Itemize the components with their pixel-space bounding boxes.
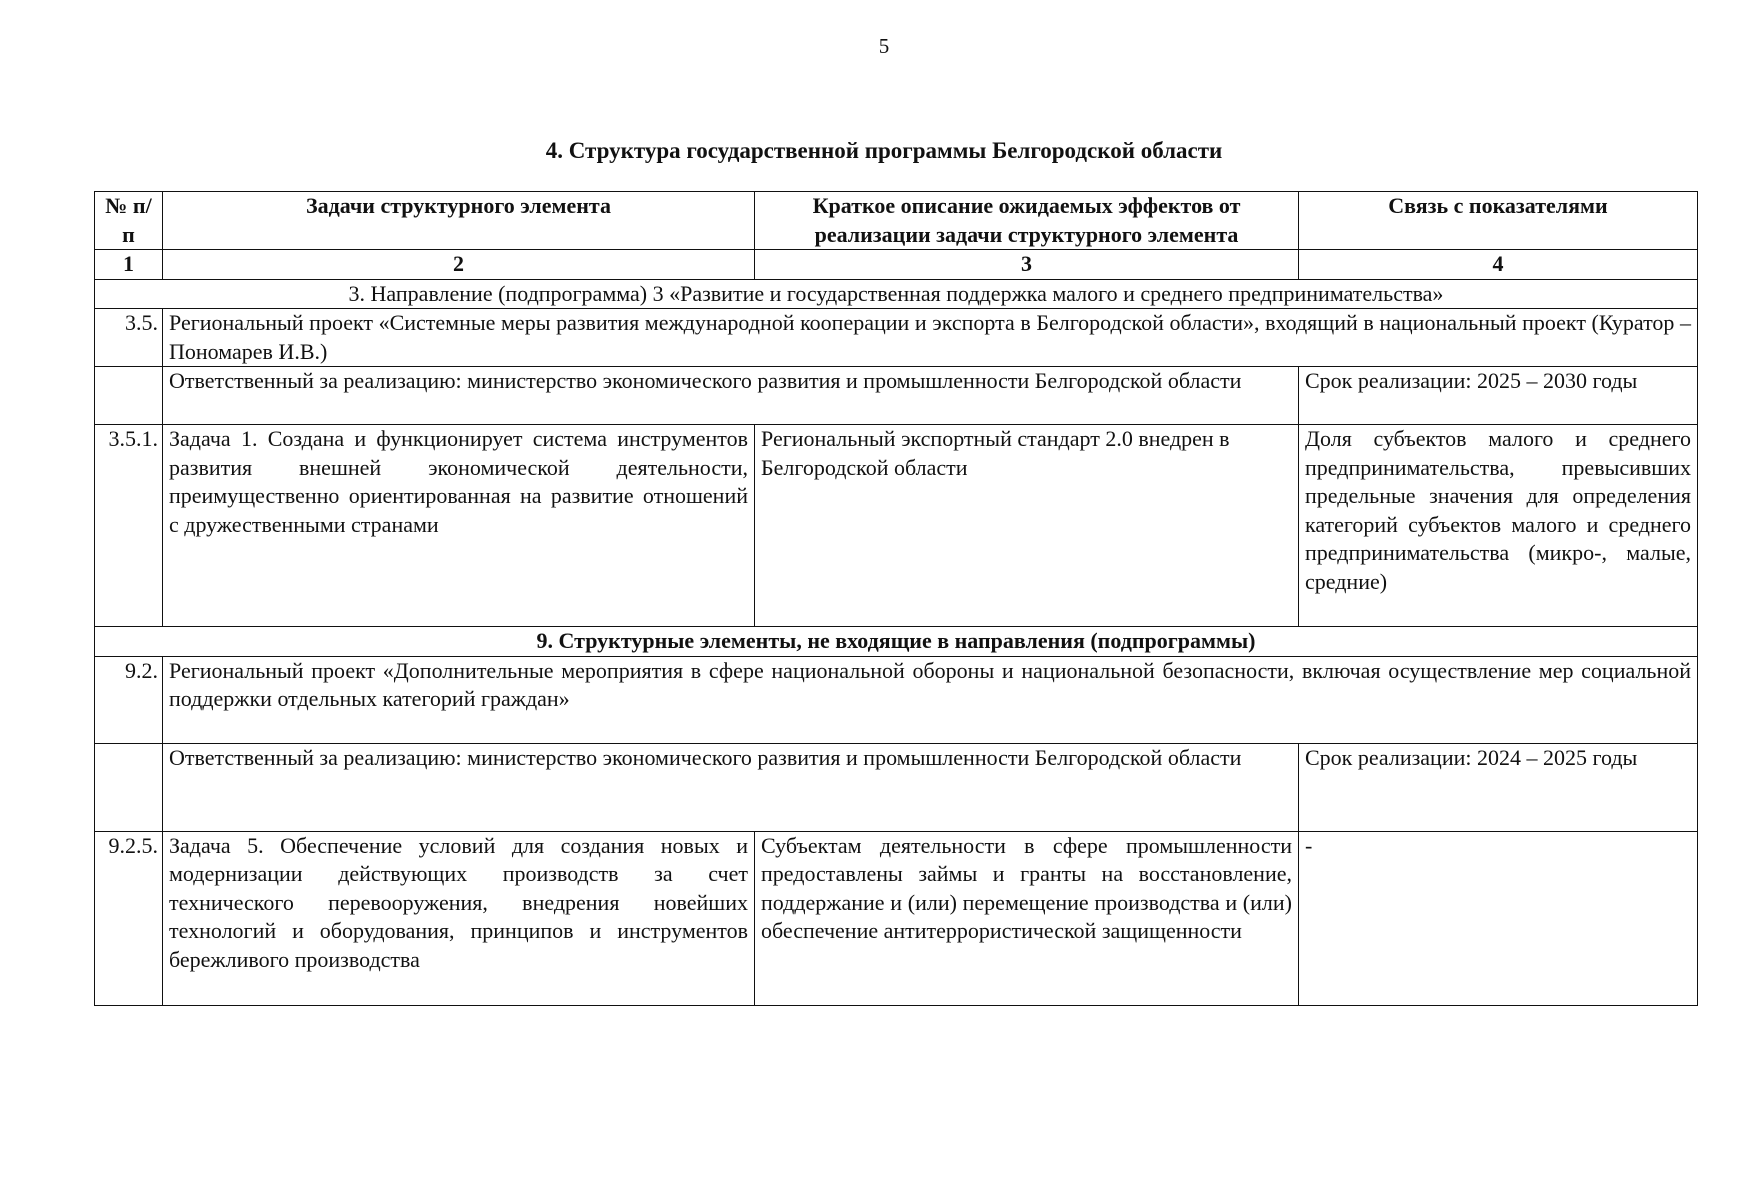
table-header-row: [95, 192, 1698, 250]
term-text: Срок реализации: 2025 – 2030 годы: [1299, 367, 1698, 425]
effect-text: Субъектам деятельности в сфере промышленности предоставлены займы и гранты на восстановление, поддержание и (или) перемещение производства и (или) обеспечение антитеррористической защищенности: [755, 831, 1299, 1005]
header-number: № п/п: [95, 192, 163, 250]
header-indicators: Связь с показателями: [1299, 192, 1698, 250]
task-row: [95, 831, 1698, 1005]
section-row: [95, 279, 1698, 309]
section-3-heading: 3. Направление (подпрограмма) 3 «Развитие и государственная поддержка малого и среднего предпринимательства»: [95, 279, 1698, 309]
responsible-row: [95, 743, 1698, 831]
indicator-text: Доля субъектов малого и среднего предпринимательства, превысивших предельные значения для определения категорий субъектов малого и среднего предпринимательства (микро-, малые, средние): [1299, 425, 1698, 627]
row-number: [95, 743, 163, 831]
column-number: 1: [95, 250, 163, 280]
project-title: Региональный проект «Системные меры развития международной кооперации и экспорта в Белгородской области», входящий в национальный проект (Куратор – Пономарев И.В.): [163, 309, 1698, 367]
column-number: 3: [755, 250, 1299, 280]
section-row: [95, 627, 1698, 657]
indicator-text: -: [1299, 831, 1698, 1005]
task-text: Задача 1. Создана и функционирует система инструментов развития внешней экономической деятельности, преимущественно ориентированная на развитие отношений с дружественными странами: [163, 425, 755, 627]
task-text: Задача 5. Обеспечение условий для создания новых и модернизации действующих производств за счет технического перевооружения, внедрения новейших технологий и оборудования, принципов и инструментов бережливого производства: [163, 831, 755, 1005]
responsible-text: Ответственный за реализацию: министерство экономического развития и промышленности Белгородской области: [163, 743, 1299, 831]
header-effects: Краткое описание ожидаемых эффектов от реализации задачи структурного элемента: [755, 192, 1299, 250]
effect-text: Региональный экспортный стандарт 2.0 внедрен в Белгородской области: [755, 425, 1299, 627]
column-number: 4: [1299, 250, 1698, 280]
document-title: 4. Структура государственной программы Белгородской области: [545, 138, 1223, 163]
row-number: 9.2.: [95, 656, 163, 743]
structure-table: [94, 191, 1698, 1006]
header-tasks: Задачи структурного элемента: [163, 192, 755, 250]
page-number: 5: [878, 34, 890, 58]
row-number: 3.5.: [95, 309, 163, 367]
section-9-heading: 9. Структурные элементы, не входящие в направления (подпрограммы): [95, 627, 1698, 657]
column-number: 2: [163, 250, 755, 280]
row-number: [95, 367, 163, 425]
column-numbers-row: [95, 250, 1698, 280]
term-text: Срок реализации: 2024 – 2025 годы: [1299, 743, 1698, 831]
project-row: [95, 656, 1698, 743]
responsible-text: Ответственный за реализацию: министерство экономического развития и промышленности Белгородской области: [163, 367, 1299, 425]
row-number: 3.5.1.: [95, 425, 163, 627]
responsible-row: [95, 367, 1698, 425]
project-title: Региональный проект «Дополнительные мероприятия в сфере национальной обороны и национальной безопасности, включая осуществление мер социальной поддержки отдельных категорий граждан»: [163, 656, 1698, 743]
task-row: [95, 425, 1698, 627]
row-number: 9.2.5.: [95, 831, 163, 1005]
project-row: [95, 309, 1698, 367]
